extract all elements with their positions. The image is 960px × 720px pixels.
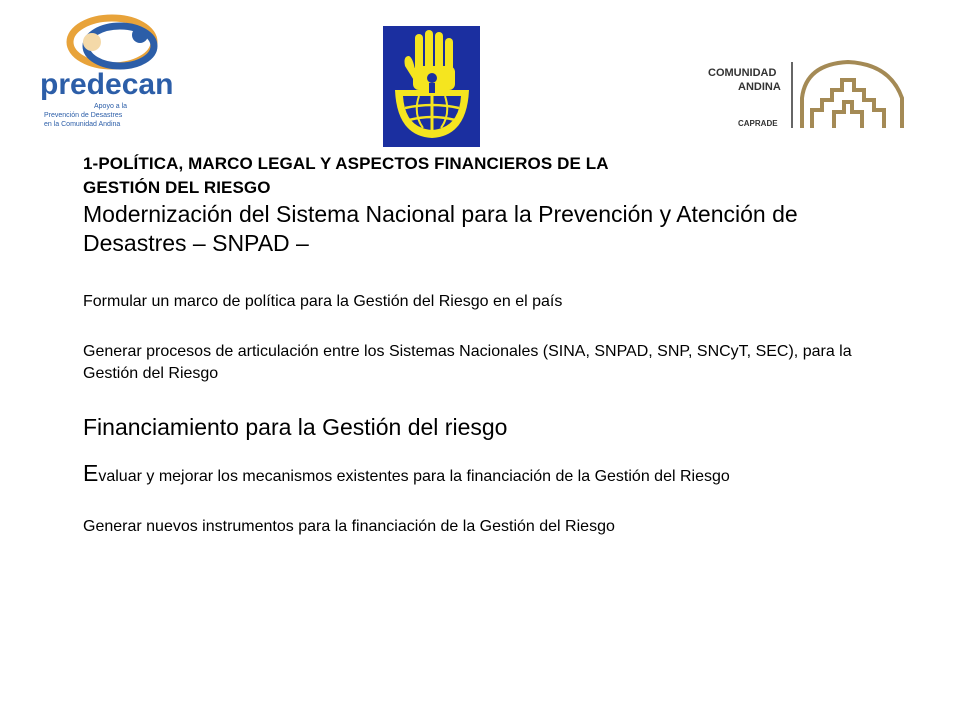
text-articulacion: Generar procesos de articulación entre los Sistemas Nacionales (SINA, SNPAD, SNP, SNCyT, SEC), para la Gestión del Riesgo xyxy=(83,343,852,382)
predecan-tagline-3: en la Comunidad Andina xyxy=(44,121,121,128)
subheading-financiamiento: Financiamiento para la Gestión del riesgo xyxy=(83,414,508,440)
slide-content xyxy=(83,152,863,538)
text-evaluar-rest: valuar y mejorar los mecanismos existentes para la financiación de la Gestión del Riesgo xyxy=(98,468,730,485)
can-line-2: ANDINA xyxy=(738,81,781,93)
section-title xyxy=(83,152,863,200)
logo-sun-icon xyxy=(83,33,101,51)
subheading-snpad: Modernización del Sistema Nacional para la Prevención y Atención de Desastres – SNPAD – xyxy=(83,201,798,256)
predecan-tagline-2: Prevención de Desastres xyxy=(44,112,123,119)
text-nuevos-instrumentos: Generar nuevos instrumentos para la financiación de la Gestión del Riesgo xyxy=(83,518,615,535)
section-title-line-2: GESTIÓN DEL RIESGO xyxy=(83,178,271,197)
caprade-label: CAPRADE xyxy=(738,119,778,128)
predecan-tagline-1: Apoyo a la xyxy=(94,103,128,110)
andean-steps-icon xyxy=(802,62,902,128)
comunidad-andina-logo xyxy=(706,58,906,130)
raised-hand-emblem-icon xyxy=(383,26,480,147)
predecan-wordmark: predecan xyxy=(40,68,174,101)
text-evaluar-initial: E xyxy=(83,460,99,486)
predecan-logo xyxy=(36,10,196,135)
section-title-line-1: 1-POLÍTICA, MARCO LEGAL Y ASPECTOS FINANCIEROS DE LA xyxy=(83,154,609,173)
logo-globe-icon xyxy=(132,27,148,43)
text-politica: Formular un marco de política para la Gestión del Riesgo en el país xyxy=(83,293,563,310)
text-evaluar xyxy=(83,462,863,488)
can-line-1: COMUNIDAD xyxy=(708,67,777,79)
